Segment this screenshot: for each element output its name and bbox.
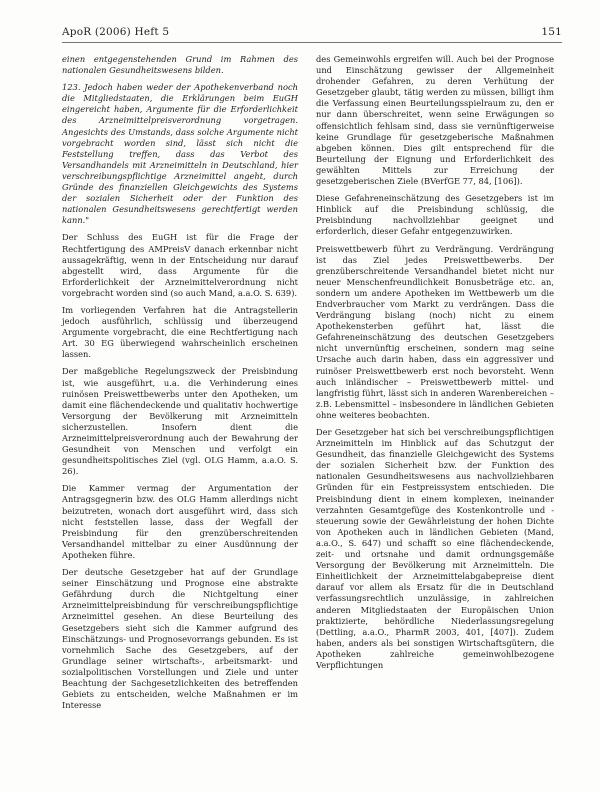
paragraph: Der Schluss des EuGH ist für die Frage der Rechtfertigung des AMPreisV danach erkennbar nicht aussagekräftig, wenn in der Entscheidung nur darauf abgestellt wird, dass Argumente für die Erforderlichkeit der Arzneimittelverordnung nicht vorgebracht worden sind (so auch Mand, a.a.O. S. 639). bbox=[62, 232, 298, 298]
journal-reference: ApoR (2006) Heft 5 bbox=[62, 26, 170, 38]
paragraph: des Gemeinwohls ergreifen will. Auch bei der Prognose und Einschätzung gewisser der Allgemeinheit drohender Gefahren, zu deren Verhütung der Gesetzgeber glaubt, tätig werden zu müssen, billigt ihm die Verfassung einen Beurteilungsspielraum zu, den er nur dann überschreitet, wenn seine Erwägungen so offensichtlich fehlsam sind, dass sie vernünftigerweise keine Grundlage für gesetzgeberische Maßnahmen abgeben können. Dies gilt entsprechend für die Beurteilung der Eignung und Erforderlichkeit des gewählten Mittels zur Erreichung der gesetzgeberischen Ziele (BVerfGE 77, 84, [106]). bbox=[316, 54, 554, 187]
paragraph: Der deutsche Gesetzgeber hat auf der Grundlage seiner Einschätzung und Prognose eine abstrakte Gefährdung durch die Nichtgeltung einer Arzneimittelpreisbindung für verschreibungspflichtige Arzneimittel gesehen. An diese Beurteilung des Gesetzgebers sieht sich die Kammer aufgrund des Einschätzungs- und Prognosevorrangs gebunden. Es ist vornehmlich Sache des Gesetzgebers, auf der Grundlage seiner wirtschafts-, arbeitsmarkt- und sozialpolitischen Vorstellungen und Ziele und unter Beachtung der Sachgesetzlichkeiten des betreffenden Gebiets zu entscheiden, welche Maßnahmen er im Interesse bbox=[62, 567, 298, 711]
paragraph: Die Kammer vermag der Argumentation der Antragsgegnerin bzw. des OLG Hamm allerdings nicht beizutreten, wonach dort ausgeführt wird, dass sich nicht feststellen lasse, dass der Wegfall der Preisbindung für den grenzüberschreitenden Versandhandel mittelbar zu einer Ausdünnung der Apotheken führe. bbox=[62, 483, 298, 560]
paragraph: Preiswettbewerb führt zu Verdrängung. Verdrängung ist das Ziel jedes Preiswettbewerbs. Der grenzüberschreitende Versandhandel bietet nicht nur neuer Menschenfreundlichkeit Bonusbeträge etc. an, sondern um andere Apotheken im Wettbewerb um die Endverbraucher vom Markt zu verdrängen. Dass die Verdrängung bislang (noch) nicht zu einem Apothekensterben geführt hat, lässt die Gefahreneinschätzung des deutschen Gesetzgebers nicht unvernünftig erscheinen, sondern mag seine Ursache auch darin haben, dass ein aggressiver und ruinöser Preiswettbewerb erst noch bevorsteht. Wenn auch inländischer – Preiswettbewerb mittel- und langfristig führt, lässt sich in anderen Warenbereichen – z.B. Lebensmittel – insbesondere in ländlichen Gebieten ohne weiteres beobachten. bbox=[316, 243, 554, 420]
paragraph: Im vorliegenden Verfahren hat die Antragstellerin jedoch ausführlich, schlüssig und überzeugend Argumente vorgebracht, die eine Rechtfertigung nach Art. 30 EG überwiegend wahrscheinlich erscheinen lassen. bbox=[62, 304, 298, 360]
page-number: 151 bbox=[541, 26, 562, 38]
paragraph: 123. Jedoch haben weder der Apothekenverband noch die Mitgliedstaaten, die Erklärungen beim EuGH eingereicht haben, Argumente für die Erforderlichkeit des Arzneimittelpreisverordnung vorgetragen. Angesichts des Umstands, dass solche Argumente nicht vorgebracht worden sind, lässt sich nicht die Feststellung treffen, dass das Verbot des Versandhandels mit Arzneimitteln in Deutschland, hier verschreibungspflichtige Arzneimittel angeht, durch Gründe des finanziellen Gleichgewichts des Systems der sozialen Sicherheit oder der Funktion des nationalen Gesundheitswesens gerechtfertigt werden kann." bbox=[62, 82, 298, 226]
paragraph: Diese Gefahreneinschätzung des Gesetzgebers ist im Hinblick auf die Preisbindung schlüssig, die Preisbindung nachvollziehbar geeignet und erforderlich, dieser Gefahr entgegenzuwirken. bbox=[316, 193, 554, 237]
left-column bbox=[62, 54, 298, 717]
paragraph: Der maßgebliche Regelungszweck der Preisbindung ist, wie ausgeführt, u.a. die Verhinderung eines ruinösen Preiswettbewerbs unter den Apotheken, um damit eine flächendeckende und qualitativ hochwertige Versorgung der Bevölkerung mit Arzneimitteln sicherzustellen. Insofern dient die Arzneimittelpreisverordnung auch der Bewahrung der Gesundheit von Menschen und verfolgt ein gesundheitspolitisches Ziel (vgl. OLG Hamm, a.a.O. S. 26). bbox=[62, 366, 298, 477]
paragraph: einen entgegenstehenden Grund im Rahmen des nationalen Gesundheitswesens bilden. bbox=[62, 54, 298, 76]
paragraph: Der Gesetzgeber hat sich bei verschreibungspflichtigen Arzneimitteln im Hinblick auf das Schutzgut der Gesundheit, das finanzielle Gleichgewicht des Systems der sozialen Sicherheit bzw. der Funktion des nationalen Gesundheitswesens aus nachvollziehbaren Gründen für ein Festpreissystem entschieden. Die Preisbindung dient in einem komplexen, ineinander verzahnten Gesamtgefüge des Kostenkontrolle und -steuerung sowie der Gewährleistung der hohen Dichte von Apotheken auch in ländlichen Gebieten (Mand, a.a.O., S. 647) und schafft so eine flächendeckende, zeit- und ortsnahe und damit ordnungsgemäße Versorgung der Bevölkerung mit Arzneimitteln. Die Einheitlichkeit der Arzneimittelabgabepreise dient darauf vor allem als Ersatz für die in Deutschland verfassungsrechtlich unzulässige, in zahlreichen anderen Mitgliedstaaten der Europäischen Union praktizierte, behördliche Niederlassungsregelung (Dettling, a.a.O., PharmR 2003, 401, [407]). Zudem haben, anders als bei sonstigen Wirtschaftsgütern, die Apotheken zahlreiche gemeinwohlbezogene Verpflichtungen bbox=[316, 427, 554, 670]
right-column bbox=[316, 54, 554, 677]
running-header bbox=[62, 26, 562, 43]
